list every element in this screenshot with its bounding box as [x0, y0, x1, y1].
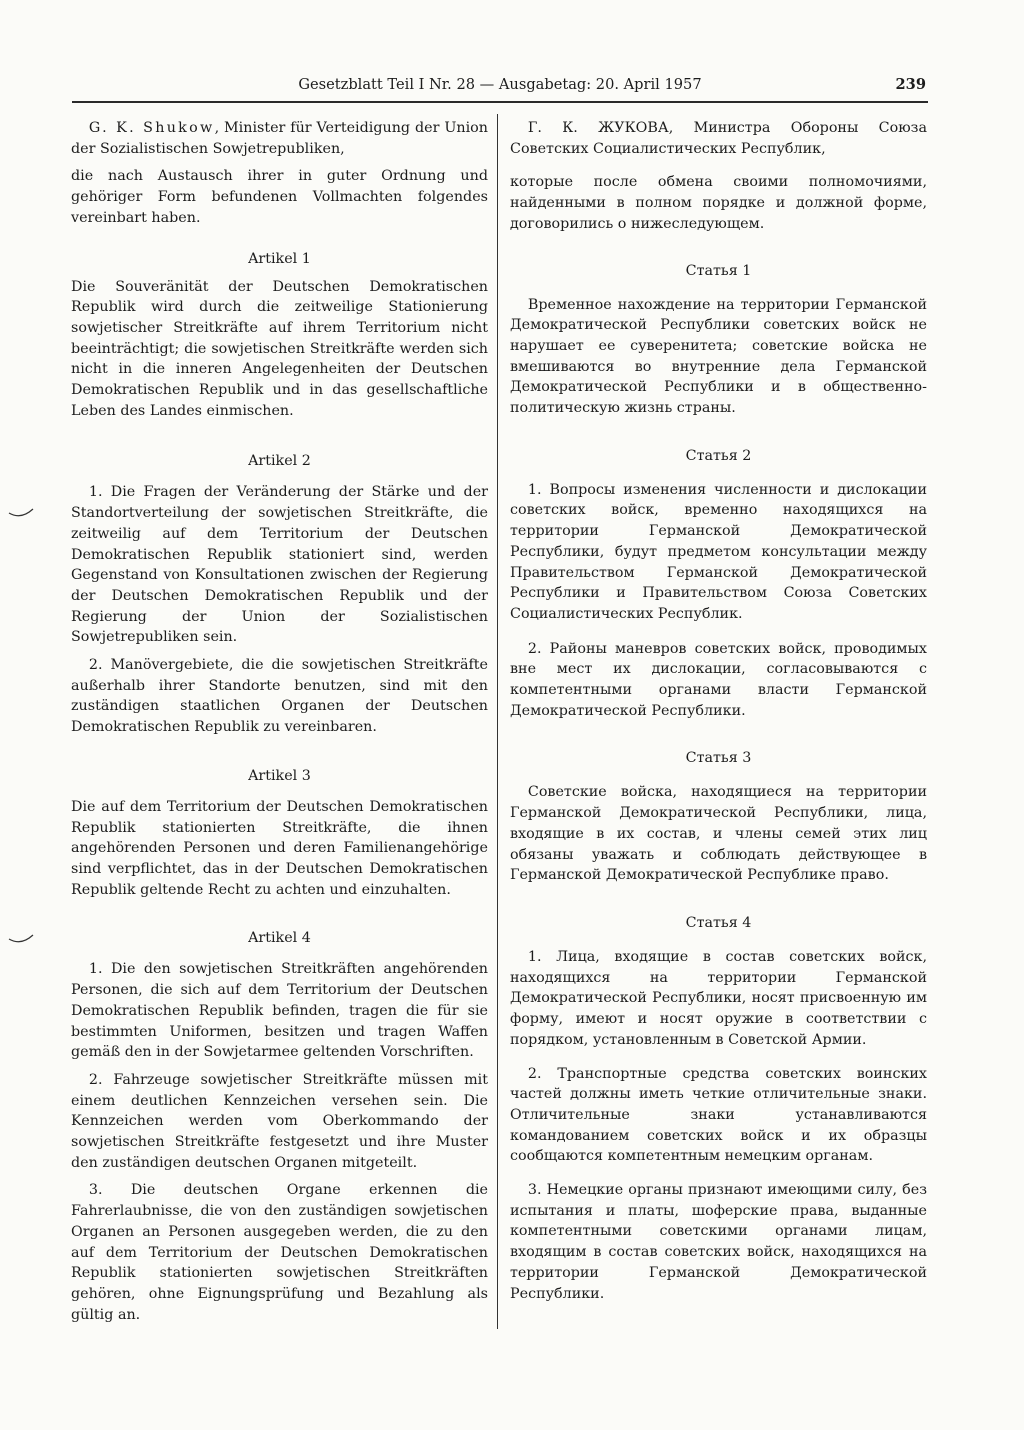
article-3-text: Die auf dem Territorium der Deutschen Demokratischen Republik stationierten Streitkräfte, die ihnen angehörenden Personen und deren Familienangehörige sind verpflichtet, das in der Deutschen Demokratischen Republik geltende Recht zu achten und einzuhalten.	[71, 798, 488, 898]
signatory-paragraph: Г. К. ЖУКОВА, Министра Обороны Союза Советских Социалистических Республик,	[510, 120, 927, 157]
article-1-text: Die Souveränität der Deutschen Demokratischen Republik wird durch die zeitweilige Stationierung sowjetischer Streitkräfte auf ihrem Territorium nicht beeinträchtigt; die sowjetischen Streitkräfte werden sich nicht in die inneren Angelegenheiten der Deutschen Demokratischen Republik und in das gesellschaftliche Leben des Landes einmischen.	[71, 278, 488, 419]
article-4-paragraph-3: 3. Немецкие органы признают имеющими силу, без испытания и платы, шоферские права, выданные компетентными советскими органами лицам, входящим в состав советских войск, находящихся на территории Германской Демократической Республики.	[510, 1182, 927, 1302]
german-column	[71, 118, 488, 1325]
article-4-paragraph-3: 3. Die deutschen Organe erkennen die Fahrerlaubnisse, die von den zuständigen sowjetischen Organen an Personen ausgegeben werden, die zu den auf dem Territorium der Deutschen Demokratischen Republik stationierten sowjetischen Streitkräften gehören, ohne Eignungsprüfung und Bezahlung als gültig an.	[71, 1182, 488, 1323]
article-2-paragraph-1: 1. Вопросы изменения численности и дислокации советских войск, временно находящихся на территории Германской Демократической Республики, будут предметом консультации между Правительством Германской Демократической Республики и Правительством Союза Советских Социалистических Республик.	[510, 481, 927, 622]
article-3-heading: Статья 3	[685, 750, 752, 767]
article-2-heading: Artikel 2	[248, 453, 311, 470]
plenipotentiary-paragraph: die nach Austausch ihrer in guter Ordnung und gehöriger Form befundenen Vollmachten folgendes vereinbart haben.	[71, 168, 488, 226]
margin-check-mark	[8, 934, 34, 944]
article-4-paragraph-1: 1. Лица, входящие в состав советских войск, находящихся на территории Германской Демократической Республики, носят присвоенную им форму, имеют и носят оружие в соответствии с порядком, установленным в Советской Армии.	[510, 948, 927, 1048]
article-1-heading: Artikel 1	[248, 250, 311, 267]
article-2-heading: Статья 2	[685, 447, 752, 464]
article-4-heading: Artikel 4	[248, 930, 311, 947]
plenipotentiary-paragraph: которые после обмена своими полномочиями, найденными в полном порядке и должной форме, договорились о нижеследующем.	[510, 174, 927, 232]
article-2-paragraph-2: 2. Manövergebiete, die die sowjetischen Streitkräfte außerhalb ihrer Standorte benutzen, sind mit den zuständigen staatlichen Organen der Deutschen Demokratischen Republik zu vereinbaren.	[71, 657, 488, 736]
signatory-name: G. K. Shukow	[88, 120, 215, 136]
article-3-heading: Artikel 3	[248, 767, 311, 784]
signatory-title: , Minister für Verteidigung der Union der Sozialistischen Sowjetrepubliken,	[71, 120, 488, 157]
article-4-paragraph-2: 2. Fahrzeuge sowjetischer Streitkräfte müssen mit einem deutlichen Kennzeichen versehen sein. Die Kennzeichen werden vom Oberkommando der sowjetischen Streitkräfte festgesetzt und ihre Muster den zuständigen deutschen Organen mitgeteilt.	[71, 1071, 488, 1171]
header-rule	[72, 101, 928, 103]
signatory-paragraph	[71, 118, 488, 159]
article-3-text: Советские войска, находящиеся на территории Германской Демократической Республики, лица, входящие в их состав, и члены семей этих лиц обязаны уважать и соблюдать действующее в Германской Демократической Республике право.	[510, 784, 927, 884]
article-4-paragraph-2: 2. Транспортные средства советских воинских частей должны иметь четкие отличительные знаки. Отличительные знаки устанавливаются командованием советских войск и их образцы сообщаются компетентным немецким органам.	[510, 1065, 927, 1165]
article-1-heading: Статья 1	[685, 262, 752, 279]
article-1-text: Временное нахождение на территории Германской Демократической Республики советских войск не нарушает ее суверенитета; советские войска не вмешиваются во внутренние дела Германской Демократической Республики и в общественно-политическую жизнь страны.	[510, 296, 927, 417]
article-2-paragraph-1: 1. Die Fragen der Veränderung der Stärke und der Standortverteilung der sowjetischen Streitkräfte, die zeitweilig auf dem Territorium der Deutschen Demokratischen Republik stationiert sind, werden Gegenstand von Konsultationen zwischen der Regierung der Deutschen Demokratischen Republik und der Regierung der Union der Sozialistischen Sowjetrepubliken sein.	[71, 484, 488, 646]
article-4-paragraph-1: 1. Die den sowjetischen Streitkräften angehörenden Personen, die sich auf dem Territorium der Deutschen Demokratischen Republik befinden, tragen die für sie bestimmten Uniformen, besitzen und tragen Waffen gemäß den in der Sowjetarmee geltenden Vorschriften.	[71, 961, 488, 1061]
page-header	[72, 76, 928, 98]
column-divider	[497, 114, 498, 1329]
article-4-heading: Статья 4	[685, 914, 752, 931]
article-2-paragraph-2: 2. Районы маневров советских войск, проводимых вне мест их дислокации, согласовываются с компетентными органами власти Германской Демократической Республики.	[510, 640, 927, 719]
margin-check-mark	[8, 508, 34, 518]
header-title: Gesetzblatt Teil I Nr. 28 — Ausgabetag: 20. April 1957	[298, 76, 702, 93]
page-number: 239	[895, 76, 926, 93]
russian-column	[510, 118, 927, 1304]
